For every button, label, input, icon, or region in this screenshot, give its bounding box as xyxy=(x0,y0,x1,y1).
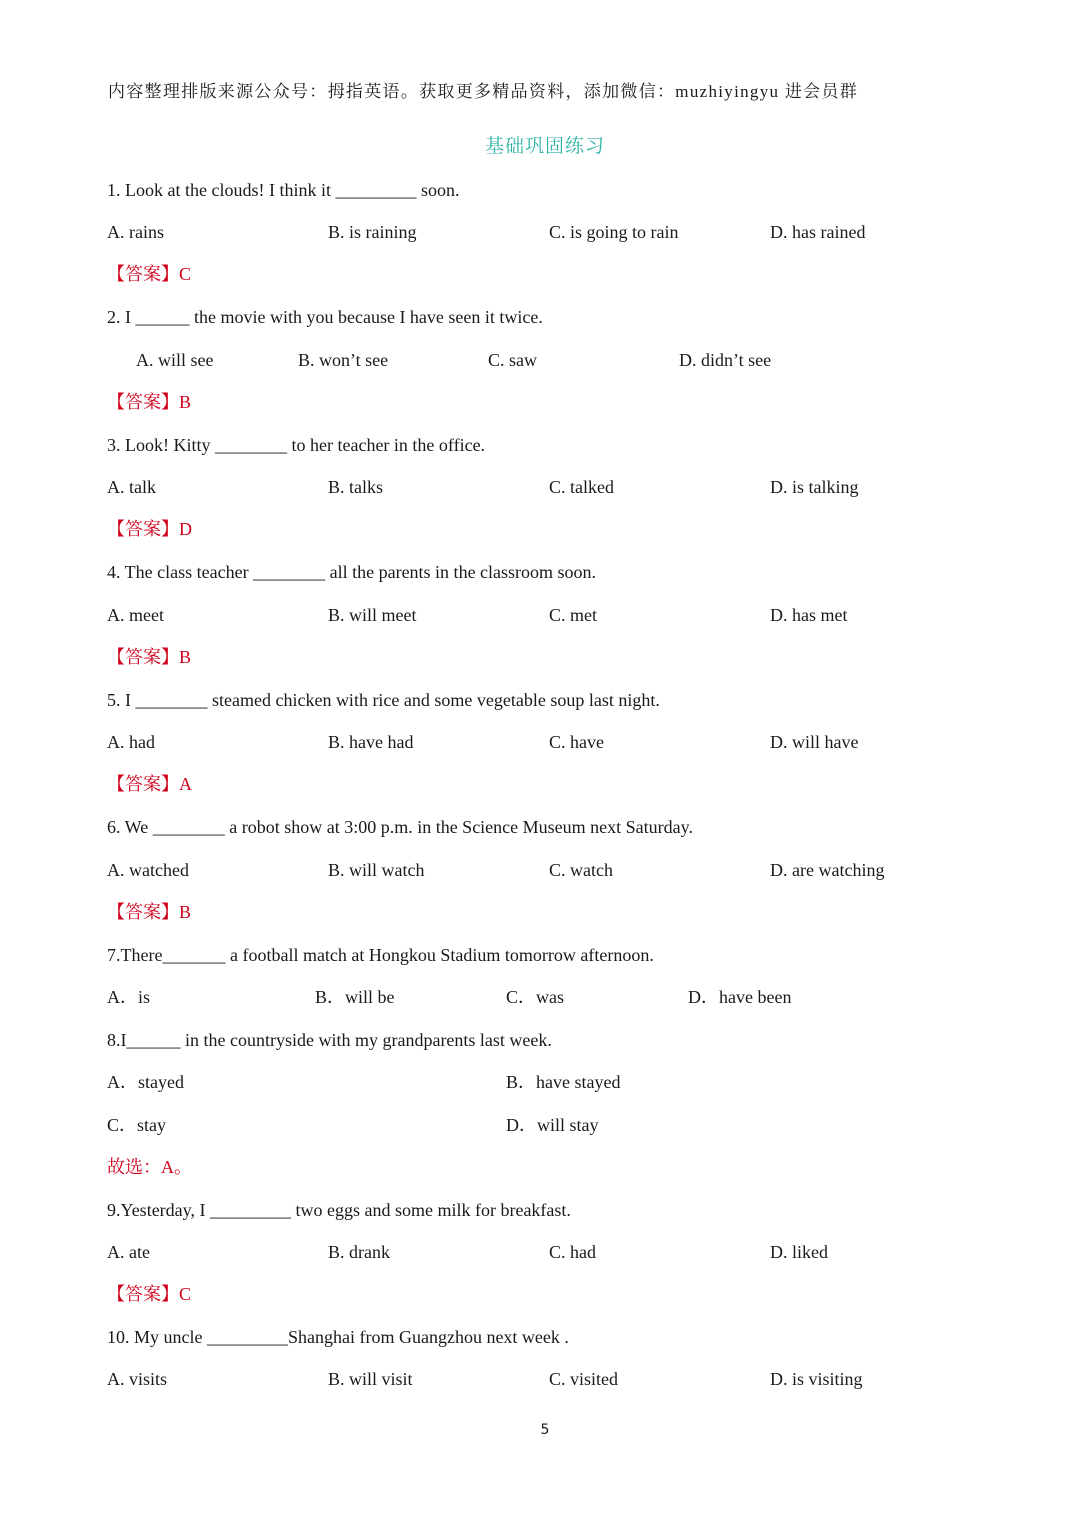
option-b: B. won’t see xyxy=(298,350,389,370)
option-c: C. visited xyxy=(549,1369,619,1389)
answer-key: 【答案】C xyxy=(107,1284,192,1304)
option-b: B. will visit xyxy=(328,1369,413,1389)
option-d: D. are watching xyxy=(770,860,885,880)
option-c: C．stay xyxy=(107,1115,167,1135)
answer-key: 【答案】A xyxy=(107,774,192,794)
option-a: A．is xyxy=(107,987,151,1007)
option-b: B. talks xyxy=(328,477,384,497)
answer-key: 【答案】D xyxy=(107,519,192,539)
option-c: C. had xyxy=(549,1242,596,1262)
option-d: D. liked xyxy=(770,1242,828,1262)
answer-key: 【答案】B xyxy=(107,902,192,922)
option-b: B．will be xyxy=(315,987,395,1007)
option-b: B. drank xyxy=(328,1242,390,1262)
option-a: A. rains xyxy=(107,222,164,242)
option-d: D. didn’t see xyxy=(679,350,772,370)
option-c: C. met xyxy=(549,605,597,625)
option-a: A. will see xyxy=(136,350,214,370)
option-a: A. visits xyxy=(107,1369,168,1389)
option-a: A. meet xyxy=(107,605,164,625)
question-stem: 8.I______ in the countryside with my grandparents last week. xyxy=(107,1030,552,1050)
question-stem: 6. We ________ a robot show at 3:00 p.m. in the Science Museum next Saturday. xyxy=(107,817,693,837)
page-title: 基础巩固练习 xyxy=(484,136,605,157)
answer-key: 【答案】B xyxy=(107,392,192,412)
question-stem: 2. I ______ the movie with you because I have seen it twice. xyxy=(107,307,543,327)
option-d: D. has rained xyxy=(770,222,866,242)
option-c: C. is going to rain xyxy=(549,222,679,242)
option-c: C．was xyxy=(506,987,564,1007)
option-d: D. is talking xyxy=(770,477,859,497)
option-a: A. ate xyxy=(107,1242,150,1262)
option-a: A．stayed xyxy=(107,1072,184,1092)
option-a: A. watched xyxy=(107,860,189,880)
option-c: C. talked xyxy=(549,477,614,497)
option-c: C. have xyxy=(549,732,604,752)
option-c: C. saw xyxy=(488,350,537,370)
answer-key: 【答案】B xyxy=(107,647,192,667)
option-b: B. is raining xyxy=(328,222,417,242)
option-d: D．have been xyxy=(688,987,792,1007)
option-d: D．will stay xyxy=(506,1115,599,1135)
question-stem: 4. The class teacher ________ all the parents in the classroom soon. xyxy=(107,562,597,582)
source-header: 内容整理排版来源公众号：拇指英语。获取更多精品资料，添加微信：muzhiyingyu 进会员群 xyxy=(108,82,859,101)
question-stem: 3. Look! Kitty ________ to her teacher in the office. xyxy=(107,435,486,455)
option-c: C. watch xyxy=(549,860,613,880)
answer-key: 【答案】C xyxy=(107,264,192,284)
question-stem: 5. I ________ steamed chicken with rice and some vegetable soup last night. xyxy=(107,690,660,710)
question-stem: 7.There_______ a football match at Hongkou Stadium tomorrow afternoon. xyxy=(107,945,654,965)
option-b: B. have had xyxy=(328,732,414,752)
question-stem: 1. Look at the clouds! I think it _________ soon. xyxy=(107,180,460,200)
question-stem: 10. My uncle _________Shanghai from Guangzhou next week . xyxy=(107,1327,569,1347)
option-d: D. is visiting xyxy=(770,1369,863,1389)
page-number: 5 xyxy=(540,1422,550,1438)
option-a: A. had xyxy=(107,732,155,752)
option-d: D. has met xyxy=(770,605,848,625)
option-b: B．have stayed xyxy=(506,1072,621,1092)
option-b: B. will watch xyxy=(328,860,425,880)
option-b: B. will meet xyxy=(328,605,417,625)
answer-key: 故选：A。 xyxy=(107,1157,192,1177)
question-stem: 9.Yesterday, I _________ two eggs and some milk for breakfast. xyxy=(107,1200,571,1220)
option-a: A. talk xyxy=(107,477,156,497)
option-d: D. will have xyxy=(770,732,859,752)
